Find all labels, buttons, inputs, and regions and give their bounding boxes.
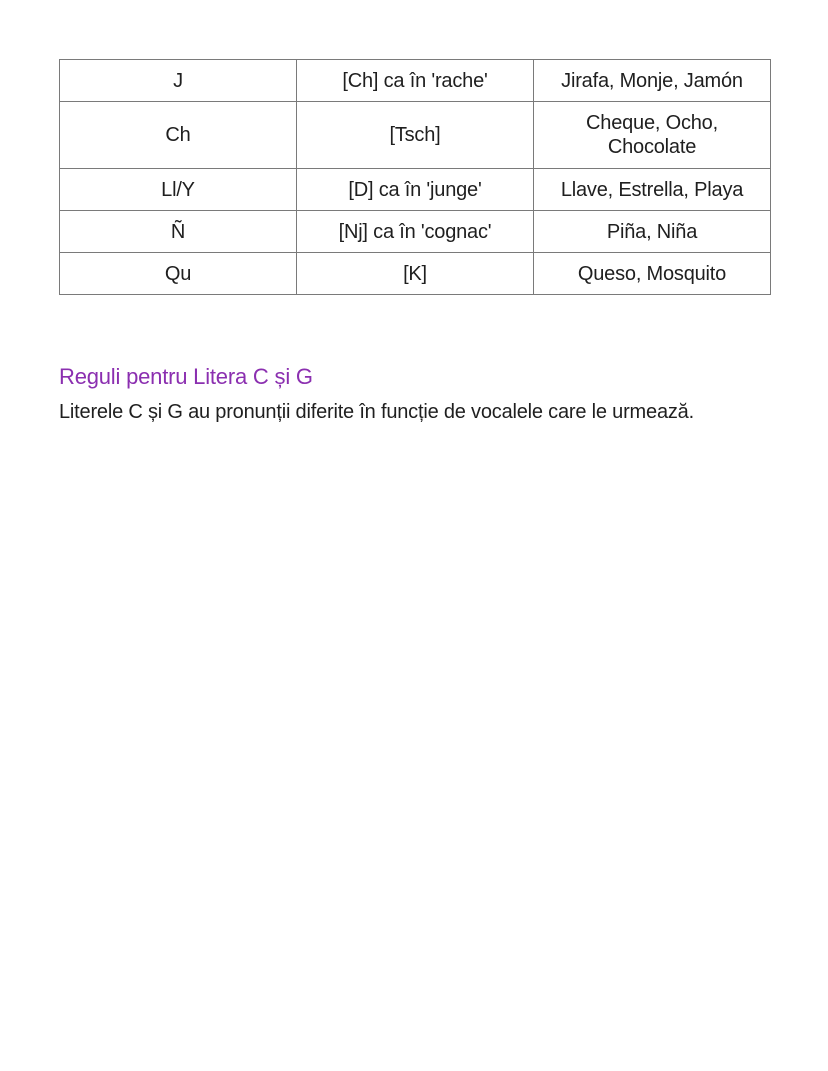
letter-cell: Ll/Y <box>60 169 297 211</box>
section-paragraph: Literele C și G au pronunții diferite în funcție de vocalele care le urmează. <box>59 401 694 423</box>
letter-cell: Ch <box>60 102 297 169</box>
pronunciation-cell: [D] ca în 'junge' <box>297 169 534 211</box>
examples-cell: Llave, Estrella, Playa <box>534 169 771 211</box>
table-row <box>60 253 771 295</box>
examples-cell: Cheque, Ocho, Chocolate <box>534 102 771 169</box>
document-page <box>59 59 770 295</box>
examples-cell: Piña, Niña <box>534 211 771 253</box>
table-row <box>60 102 771 169</box>
table-row <box>60 169 771 211</box>
table-row <box>60 211 771 253</box>
letter-cell: Qu <box>60 253 297 295</box>
pronunciation-cell: [Ch] ca în 'rache' <box>297 60 534 102</box>
examples-cell: Queso, Mosquito <box>534 253 771 295</box>
section-heading: Reguli pentru Litera C și G <box>59 364 313 389</box>
pronunciation-cell: [K] <box>297 253 534 295</box>
pronunciation-table <box>59 59 771 295</box>
examples-cell: Jirafa, Monje, Jamón <box>534 60 771 102</box>
table-row <box>60 60 771 102</box>
letter-cell: Ñ <box>60 211 297 253</box>
pronunciation-cell: [Tsch] <box>297 102 534 169</box>
pronunciation-cell: [Nj] ca în 'cognac' <box>297 211 534 253</box>
letter-cell: J <box>60 60 297 102</box>
